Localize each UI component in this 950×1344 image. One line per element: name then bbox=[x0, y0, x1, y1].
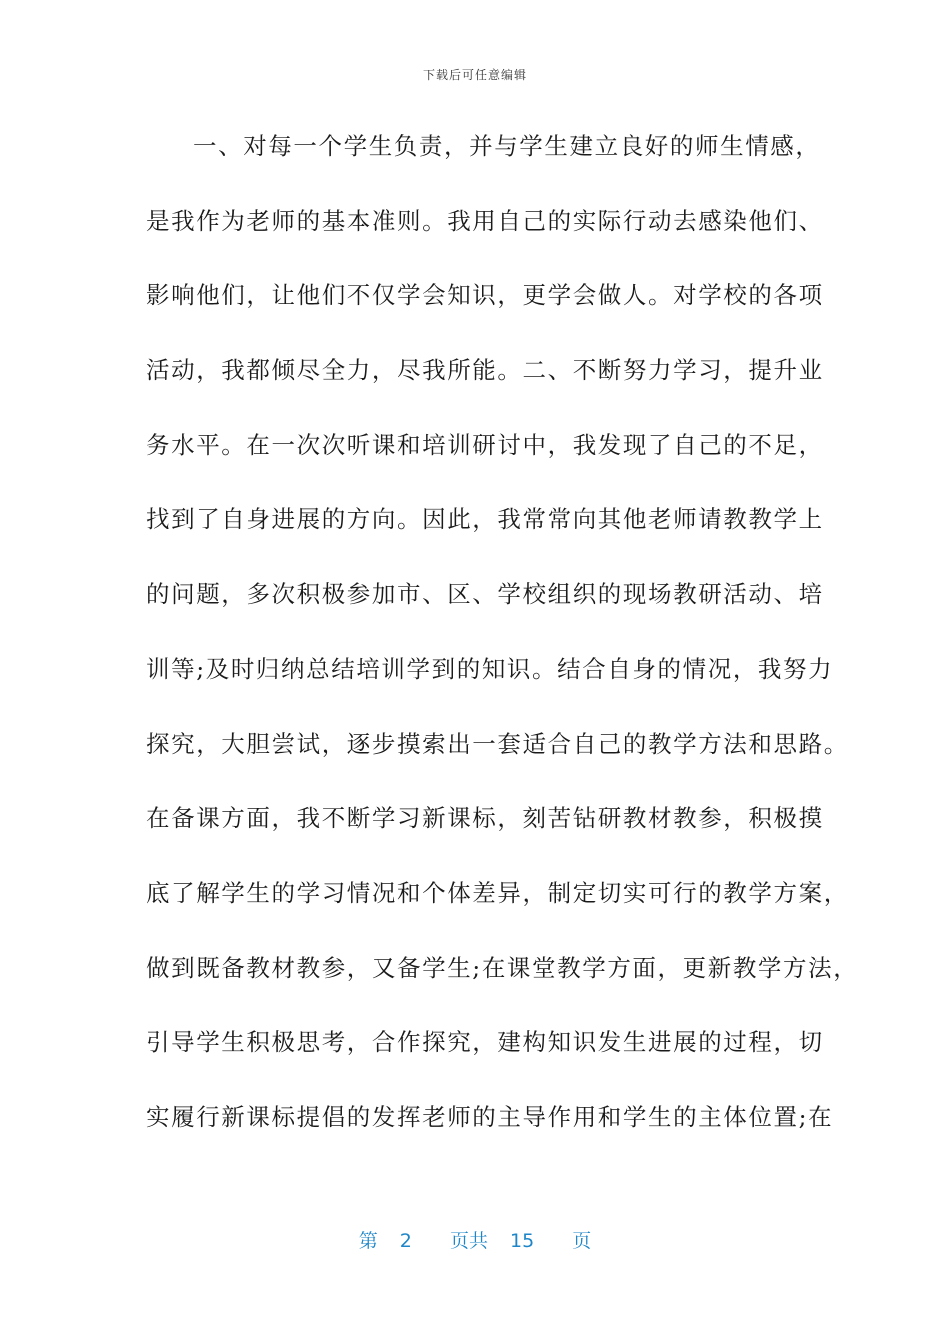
paragraph-line: 实履行新课标提倡的发挥老师的主导作用和学生的主体位置;在 bbox=[146, 1102, 834, 1131]
paragraph-line: 探究，大胆尝试，逐步摸索出一套适合自己的教学方法和思路。 bbox=[146, 729, 849, 758]
page-footer bbox=[0, 1226, 950, 1253]
paragraph-line: 是我作为老师的基本准则。我用自己的实际行动去感染他们、 bbox=[146, 206, 824, 235]
paragraph-line: 影响他们，让他们不仅学会知识，更学会做人。对学校的各项 bbox=[146, 281, 824, 310]
total-pages-number: 15 bbox=[510, 1230, 535, 1252]
current-page-number: 2 bbox=[399, 1230, 412, 1252]
paragraph-line: 底了解学生的学习情况和个体差异，制定切实可行的教学方案， bbox=[146, 878, 849, 907]
document-body bbox=[146, 120, 859, 1166]
paragraph-line: 一、对每一个学生负责，并与学生建立良好的师生情感， bbox=[193, 132, 821, 160]
paragraph-line: 活动，我都倾尽全力，尽我所能。二、不断努力学习，提升业 bbox=[146, 356, 824, 385]
paragraph-line: 务水平。在一次次听课和培训研讨中，我发现了自己的不足， bbox=[146, 430, 824, 459]
paragraph-line: 引导学生积极思考，合作探究，建构知识发生进展的过程，切 bbox=[146, 1028, 824, 1057]
paragraph-line: 在备课方面，我不断学习新课标，刻苦钻研教材教参，积极摸 bbox=[146, 804, 824, 833]
footer-suffix: 页 bbox=[572, 1230, 592, 1252]
paragraph-line: 找到了自身进展的方向。因此，我常常向其他老师请教教学上 bbox=[146, 505, 824, 534]
footer-middle: 页共 bbox=[449, 1230, 488, 1252]
footer-prefix: 第 bbox=[358, 1230, 378, 1252]
paragraph-line: 做到既备教材教参，又备学生;在课堂教学方面，更新教学方法， bbox=[146, 953, 859, 982]
paragraph-line: 训等;及时归纳总结培训学到的知识。结合自身的情况，我努力 bbox=[146, 654, 834, 683]
paragraph-line: 的问题，多次积极参加市、区、学校组织的现场教研活动、培 bbox=[146, 580, 824, 609]
page-header: 下载后可任意编辑 bbox=[422, 68, 527, 82]
